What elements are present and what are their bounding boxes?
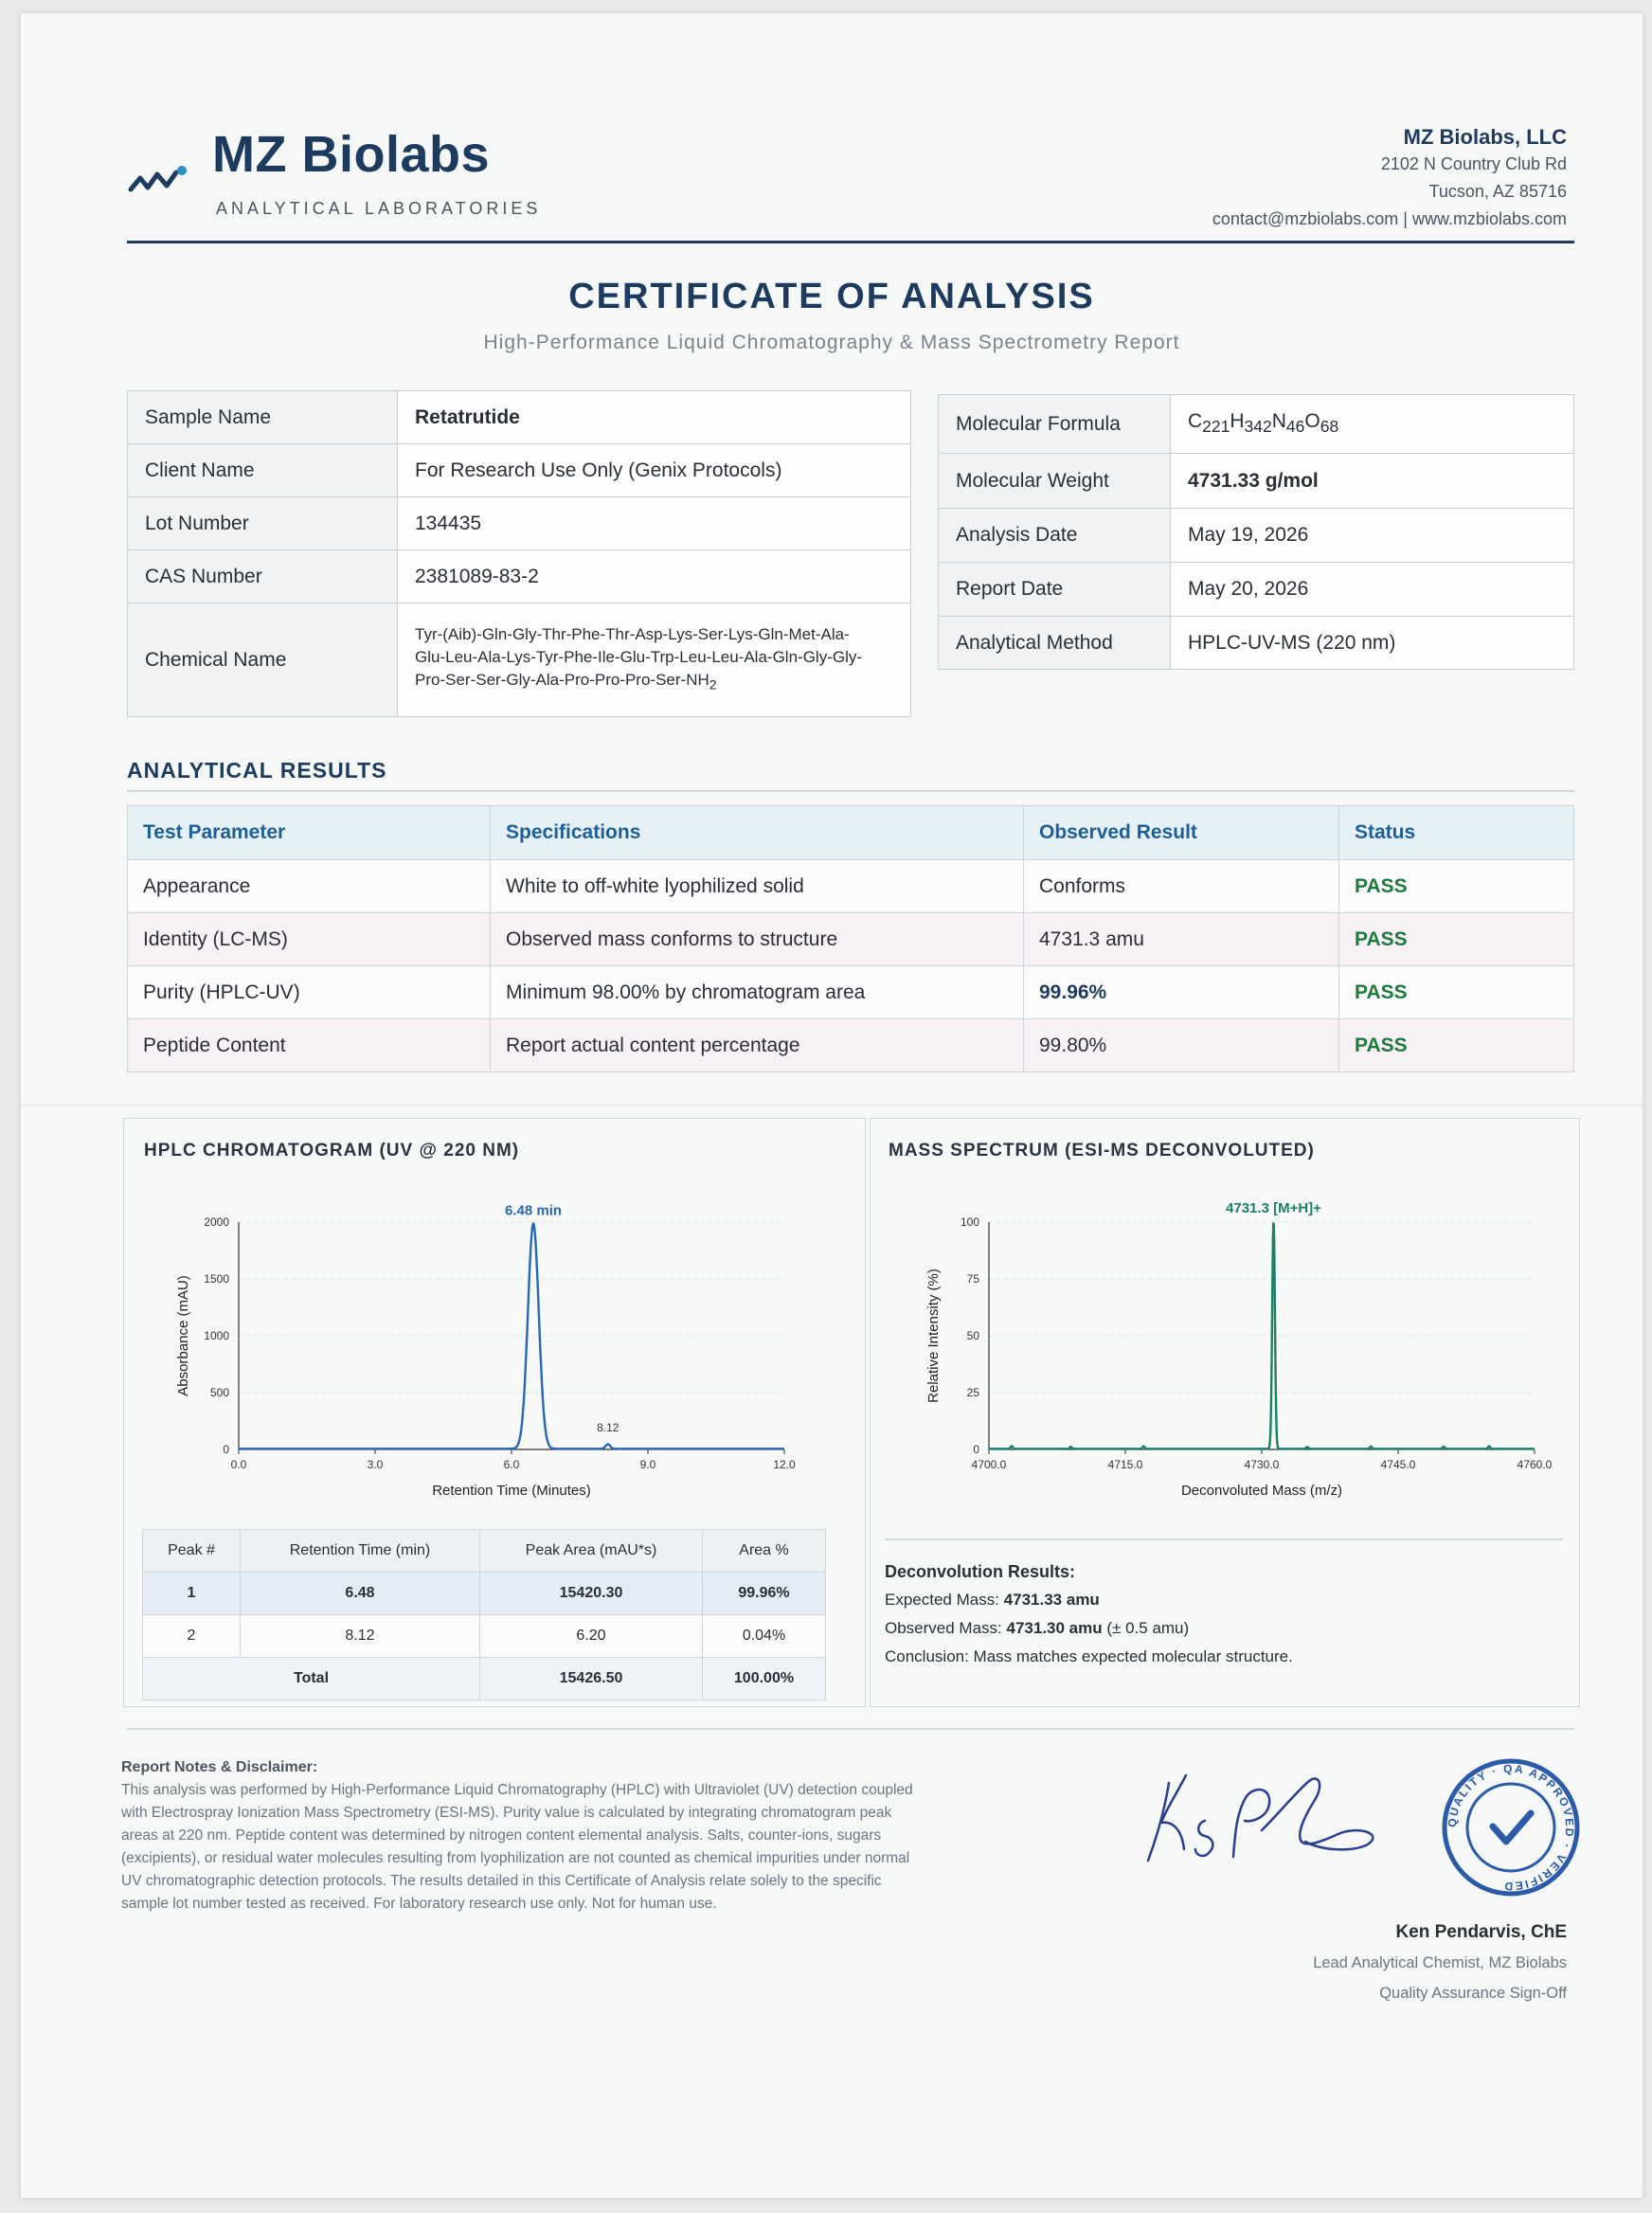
results-row [128,966,1574,1019]
info-row [939,454,1574,509]
y-tick-label: 2000 [204,1215,229,1229]
results-table [127,805,1574,1072]
observed-mass-tolerance: (± 0.5 amu) [1106,1619,1190,1637]
info-label: Lot Number [128,497,398,550]
logo-wave-icon [127,165,189,199]
document-subtitle: High-Performance Liquid Chromatography & Mass Spectrometry Report [483,332,1180,353]
peak-cell: 6.20 [480,1615,703,1658]
peak-cell: 2 [143,1615,241,1658]
specification: Minimum 98.00% by chromatogram area [491,966,1024,1019]
info-row [939,617,1574,670]
info-label: CAS Number [128,550,398,603]
test-parameter: Appearance [128,860,491,913]
peak-table-header: Retention Time (min) [241,1530,480,1573]
chemical-name-line-2: Glu-Leu-Ala-Lys-Tyr-Phe-Ile-Glu-Trp-Leu-Leu-Ala-Gln-Gly-Gly- [415,647,863,666]
header-divider [127,241,1574,243]
x-tick-label: 4700.0 [971,1458,1007,1471]
info-row [128,550,911,603]
test-parameter: Peptide Content [128,1019,491,1072]
x-tick-label: 4730.0 [1244,1458,1280,1471]
client-name-value: For Research Use Only (Genix Protocols) [398,444,911,497]
handwritten-signature [1129,1754,1413,1878]
address-line-2: Tucson, AZ 85716 [1428,182,1567,201]
logo-name: MZ Biolabs [212,126,491,183]
observed-result: 99.80% [1024,1019,1339,1072]
document-title: CERTIFICATE OF ANALYSIS [568,277,1095,316]
x-tick-label: 4760.0 [1517,1458,1553,1471]
status-badge: PASS [1339,860,1574,913]
info-label: Chemical Name [128,603,398,717]
results-row [128,913,1574,966]
sample-name-value: Retatrutide [398,391,911,444]
signer-role: Lead Analytical Chemist, MZ Biolabs [1313,1954,1567,1971]
peak-table [142,1529,826,1700]
molecule-info-table [938,394,1574,670]
specification: Report actual content percentage [491,1019,1024,1072]
expected-mass-line [885,1586,1293,1614]
info-label: Molecular Formula [939,395,1171,454]
peak-table-row [143,1615,826,1658]
logo-tagline: ANALYTICAL LABORATORIES [216,199,542,218]
company-address-block [1212,123,1567,233]
status-badge: PASS [1339,966,1574,1019]
x-tick-label: 6.0 [503,1458,520,1471]
results-header: Observed Result [1024,806,1339,860]
observed-result: 4731.3 amu [1024,913,1339,966]
y-tick-label: 25 [966,1386,979,1399]
test-parameter: Purity (HPLC-UV) [128,966,491,1019]
y-tick-label: 0 [223,1443,229,1456]
peak-table-total-row [143,1658,826,1700]
ms-divider [885,1538,1563,1540]
signer-name: Ken Pendarvis, ChE [1395,1922,1567,1942]
x-tick-label: 0.0 [230,1458,247,1471]
chemical-name-line-1: Tyr-(Aib)-Gln-Gly-Thr-Phe-Thr-Asp-Lys-Ser-Lys-Gln-Met-Ala- [415,624,850,643]
molecular-weight-value: 4731.33 g/mol [1171,454,1574,509]
sample-info-table [127,390,911,717]
x-tick-label: 9.0 [639,1458,656,1471]
y-axis-label: Absorbance (mAU) [175,1275,191,1396]
info-row [128,603,911,717]
info-label: Analysis Date [939,509,1171,563]
chemical-name-value [398,603,911,717]
observed-mass-label: Observed Mass: [885,1619,1002,1637]
ms-chart-title: MASS SPECTRUM (ESI-MS DECONVOLUTED) [889,1141,1315,1160]
y-tick-label: 50 [966,1329,979,1342]
report-notes [121,1756,926,1916]
specification: Observed mass conforms to structure [491,913,1024,966]
analysis-date-value: May 19, 2026 [1171,509,1574,563]
molecular-formula-value: $C_{221}H_{342}N_{46}O_{68}$ [1171,395,1574,454]
peak-table-header: Area % [703,1530,826,1573]
x-tick-label: 3.0 [367,1458,384,1471]
chemical-name-line-3 [415,669,893,696]
deconvolution-results [885,1557,1293,1671]
signoff-block [1313,1917,1567,2008]
observed-mass-value: 4731.30 amu [1006,1619,1103,1637]
peak-label: 6.48 min [505,1202,563,1219]
y-tick-label: 1500 [204,1272,229,1286]
certificate-page [21,13,1643,2198]
results-row [128,1019,1574,1072]
specification: White to off-white lyophilized solid [491,860,1024,913]
results-row [128,860,1574,913]
status-badge: PASS [1339,1019,1574,1072]
test-parameter: Identity (LC-MS) [128,913,491,966]
info-row [128,444,911,497]
notes-divider [127,1728,1574,1730]
analytical-method-value: HPLC-UV-MS (220 nm) [1171,617,1574,670]
peak-cell: 99.96% [703,1573,826,1615]
company-name: MZ Biolabs, LLC [1403,125,1567,149]
expected-mass-label: Expected Mass: [885,1591,999,1609]
info-row [939,509,1574,563]
results-divider [127,790,1574,792]
report-date-value: May 20, 2026 [1171,563,1574,617]
observed-result: 99.96% [1024,966,1339,1019]
deconvolution-title: Deconvolution Results: [885,1562,1076,1581]
hplc-chromatogram-chart [123,1178,864,1520]
status-badge: PASS [1339,913,1574,966]
info-row [939,563,1574,617]
x-tick-label: 4745.0 [1380,1458,1416,1471]
total-pct: 100.00% [703,1658,826,1700]
deconvolution-conclusion: Conclusion: Mass matches expected molecular structure. [885,1647,1293,1665]
paper-fold [21,1105,1643,1106]
info-label: Client Name [128,444,398,497]
seal-text: QUALITY · QA APPROVED · VERIFIED [1445,1761,1577,1894]
peak-cell: 8.12 [241,1615,480,1658]
observed-result: Conforms [1024,860,1339,913]
peak-table-header-row [143,1530,826,1573]
peak-cell: 1 [143,1573,241,1615]
info-row [939,395,1574,454]
contact-line: contact@mzbiolabs.com | www.mzbiolabs.com [1212,209,1567,228]
results-header: Specifications [491,806,1024,860]
chemical-name-subscript: 2 [709,677,717,693]
notes-title: Report Notes & Disclaimer: [121,1759,318,1775]
info-label: Sample Name [128,391,398,444]
results-section-title: ANALYTICAL RESULTS [127,758,387,783]
expected-mass-value: 4731.33 amu [1003,1591,1100,1609]
peak-table-header: Peak # [143,1530,241,1573]
results-header: Test Parameter [128,806,491,860]
notes-body: This analysis was performed by High-Performance Liquid Chromatography (HPLC) with Ultraviolet (UV) detection coupled with Electrospray Ionization Mass Spectrometry (ESI-MS). Purity value is calculated by integrating chromatogram peak areas at 220 nm. Peptide content was determined by nitrogen content elemental analysis. Salts, counter-ions, sugars (excipients), or residual water molecules resulting from lyophilization are not counted as chemical impurities under normal UV chromatographic detection protocols. The results detailed in this Certificate of Analysis relate solely to the specific sample lot number tested as received. For laboratory research use only. Not for human use. [121,1782,913,1912]
peak-label: 8.12 [597,1421,620,1435]
total-area: 15426.50 [480,1658,703,1700]
peak-table-header: Peak Area (mAU*s) [480,1530,703,1573]
qa-approved-seal-icon [1440,1756,1582,1898]
lot-number-value: 134435 [398,497,911,550]
mass-spectrum-chart [870,1178,1578,1520]
results-header: Status [1339,806,1574,860]
observed-mass-line [885,1614,1293,1643]
y-tick-label: 0 [973,1443,979,1456]
y-axis-label: Relative Intensity (%) [925,1268,942,1403]
peak-cell: 15420.30 [480,1573,703,1615]
y-tick-label: 1000 [204,1329,229,1342]
info-label: Report Date [939,563,1171,617]
hplc-chart-title: HPLC CHROMATOGRAM (UV @ 220 NM) [144,1141,520,1160]
x-axis-label: Retention Time (Minutes) [432,1483,591,1499]
x-tick-label: 12.0 [773,1458,796,1471]
peak-cell: 6.48 [241,1573,480,1615]
address-line-1: 2102 N Country Club Rd [1380,154,1567,173]
info-label: Molecular Weight [939,454,1171,509]
results-header-row [128,806,1574,860]
peak-cell: 0.04% [703,1615,826,1658]
info-row [128,391,911,444]
x-axis-label: Deconvoluted Mass (m/z) [1180,1483,1343,1499]
signoff-note: Quality Assurance Sign-Off [1379,1985,1567,2002]
peak-label: 4731.3 [M+H]+ [1226,1200,1321,1216]
cas-number-value: 2381089-83-2 [398,550,911,603]
y-tick-label: 100 [960,1215,979,1229]
y-tick-label: 500 [209,1386,229,1399]
info-row [128,497,911,550]
total-label: Total [143,1658,480,1700]
info-label: Analytical Method [939,617,1171,670]
y-tick-label: 75 [966,1272,979,1286]
peak-table-row [143,1573,826,1615]
chemical-name-line-3-text: Pro-Ser-Ser-Gly-Ala-Pro-Pro-Pro-Ser-NH [415,670,709,689]
x-tick-label: 4715.0 [1107,1458,1143,1471]
